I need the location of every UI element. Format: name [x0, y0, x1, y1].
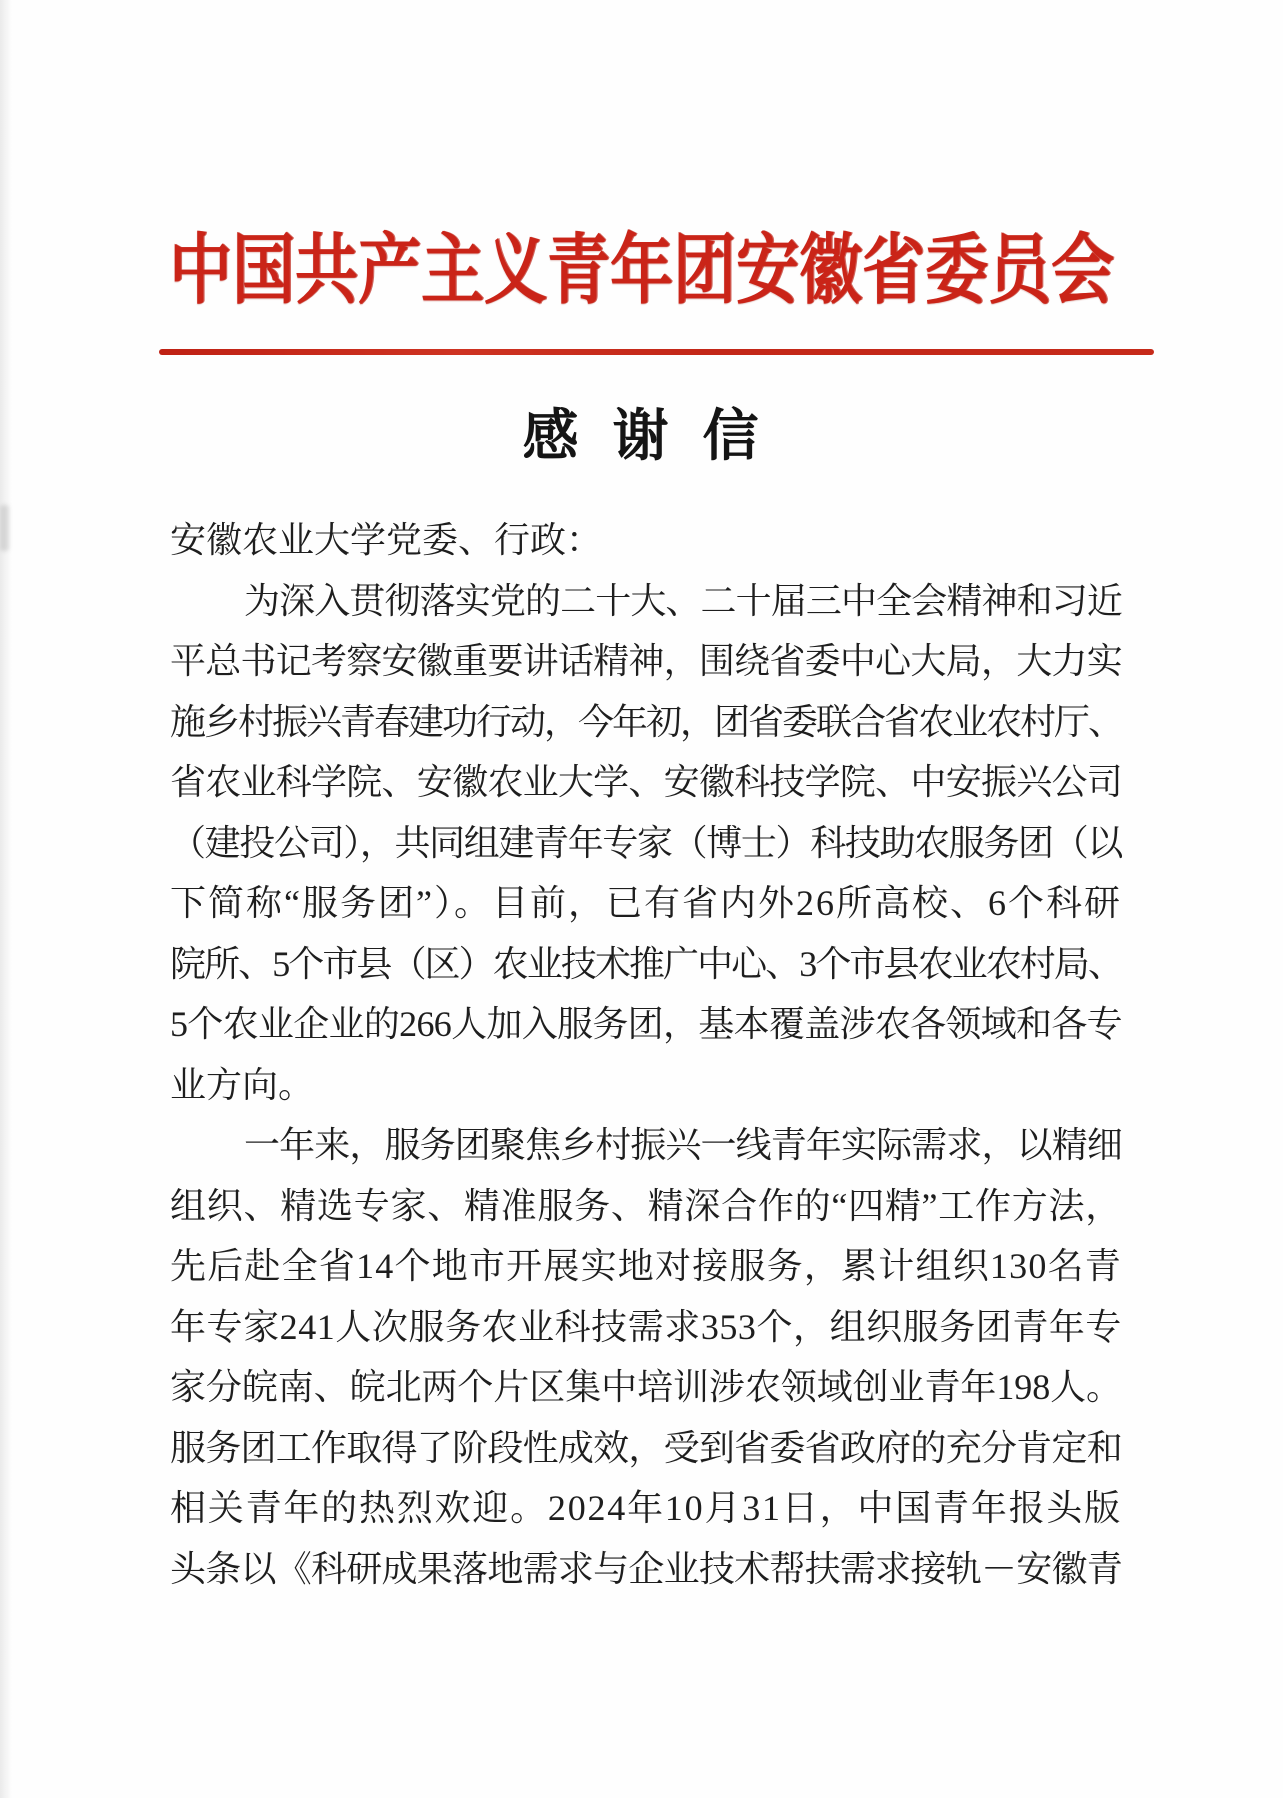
- body-line: 先后赴全省14个地市开展实地对接服务，累计组织130名青: [170, 1246, 1122, 1286]
- body-line: 5个农业企业的266人加入服务团，基本覆盖涉农各领域和各专: [170, 1004, 1122, 1044]
- letter-title: 感 谢 信: [522, 406, 761, 468]
- body-line: 组织、精选专家、精准服务、精深合作的“四精”工作方法，: [170, 1185, 1122, 1226]
- letterhead-divider-line: [159, 349, 1154, 355]
- body-line: 相关青年的热烈欢迎。2024年10月31日，中国青年报头版: [170, 1488, 1122, 1528]
- letterhead-org-name: 中国共产主义青年团安徽省委员会: [169, 228, 1114, 314]
- body-line: 服务团工作取得了阶段性成效，受到省委省政府的充分肯定和: [170, 1427, 1122, 1468]
- body-line: 为深入贯彻落实党的二十大、二十届三中全会精神和习近: [244, 580, 1122, 621]
- body-line: 业方向。: [170, 1064, 315, 1105]
- letter-body: [170, 510, 1122, 1599]
- body-line: 下简称“服务团”）。目前，已有省内外26所高校、6个科研: [170, 883, 1122, 923]
- body-line: 头条以《科研成果落地需求与企业技术帮扶需求接轨－安徽青: [170, 1548, 1122, 1589]
- body-line: （建投公司），共同组建青年专家（博士）科技助农服务团（以: [170, 822, 1122, 863]
- body-line: 一年来，服务团聚焦乡村振兴一线青年实际需求，以精细: [244, 1125, 1122, 1165]
- salutation: 安徽农业大学党委、行政：: [170, 520, 603, 560]
- body-line: 家分皖南、皖北两个片区集中培训涉农领域创业青年198人。: [170, 1367, 1122, 1407]
- body-line: 平总书记考察安徽重要讲话精神，围绕省委中心大局，大力实: [170, 641, 1122, 681]
- body-line: 施乡村振兴青春建功行动，今年初，团省委联合省农业农村厅、: [170, 701, 1122, 742]
- body-line: 院所、5个市县（区）农业技术推广中心、3个市县农业农村局、: [170, 943, 1122, 984]
- body-line: 年专家241人次服务农业科技需求353个，组织服务团青年专: [170, 1306, 1122, 1347]
- body-line: 省农业科学院、安徽农业大学、安徽科技学院、中安振兴公司: [170, 762, 1122, 802]
- scan-artifact: [0, 505, 9, 551]
